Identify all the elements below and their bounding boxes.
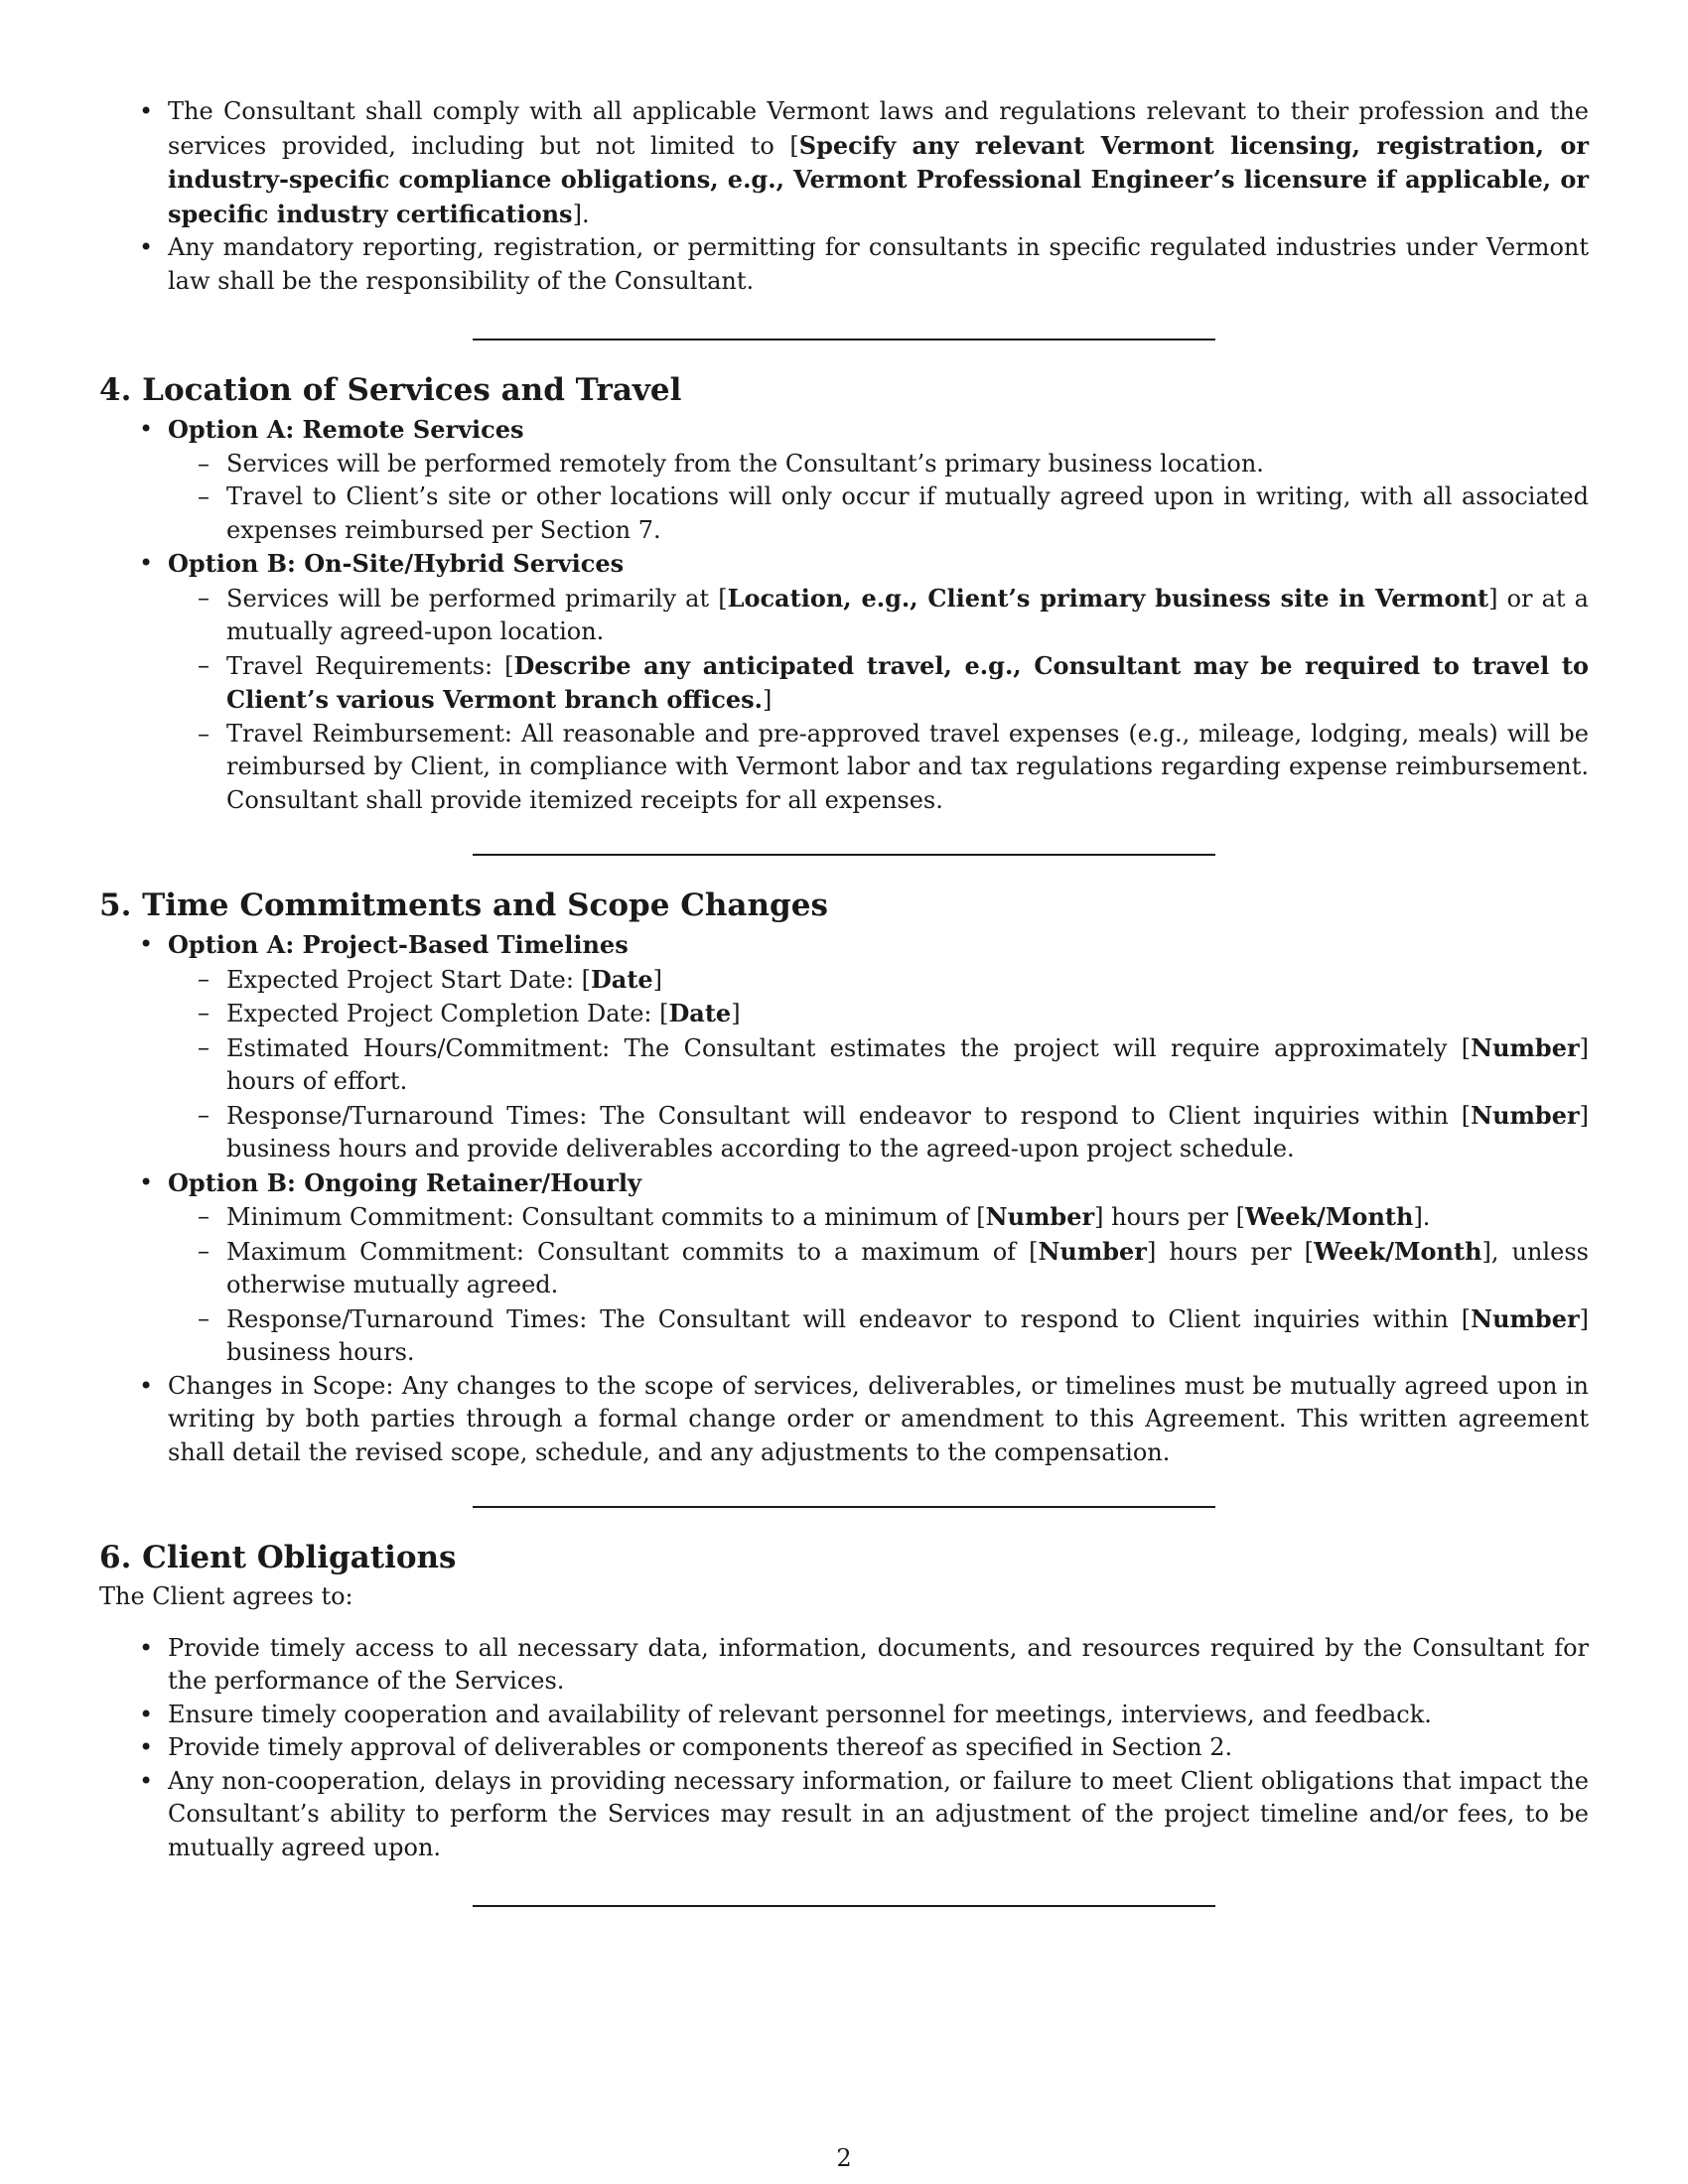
section-heading: 5. Time Commitments and Scope Changes: [99, 887, 828, 923]
page-number: 2: [836, 2144, 852, 2172]
section-heading: 4. Location of Services and Travel: [99, 372, 682, 408]
list-item: • Option A: Remote Services – Services will be performed remotely from the Consultant’s primary business location. – Travel to Client’s site or other locations will only occur if mutually agreed upon in writing, with all associated expenses reimbursed per Section 7.: [168, 413, 1589, 547]
section-divider: [473, 339, 1215, 341]
sub-list: [168, 448, 1589, 548]
document-page: [99, 95, 1589, 1907]
section6-list: [99, 1632, 1589, 1865]
list-item: – Travel to Client’s site or other locations will only occur if mutually agreed upon in writing, with all associated expenses reimbursed per Section 7.: [226, 480, 1589, 547]
list-item: – Services will be performed primarily at [Location, e.g., Client’s primary business site in Vermont] or at a mutually agreed-upon location.: [226, 582, 1589, 649]
section4-list: [99, 413, 1589, 817]
list-item: • Option A: Project-Based Timelines – Expected Project Start Date: [Date] – Expected Project Completion Date: [Date] – Estimated Hours/Commitment: The Consultant estimates the project will require approximately [Number] hours of effort. – Response/Turnaround Times: The Consultant will endeavor to respond to Client inquiries within [Number] business hours and provide deliverables according to the agreed-upon project schedule.: [168, 928, 1589, 1166]
list-item: • Option B: Ongoing Retainer/Hourly – Minimum Commitment: Consultant commits to a minimum of [Number] hours per [Week/Month]. – Maximum Commitment: Consultant commits to a maximum of [Number] hours per [Week/Month], unless otherwise mutually agreed. – Response/Turnaround Times: The Consultant will endeavor to respond to Client inquiries within [Number] business hours.: [168, 1166, 1589, 1370]
list-item: • Changes in Scope: Any changes to the scope of services, deliverables, or timelines must be mutually agreed upon in writing by both parties through a formal change order or amendment to this Agreement. This written agreement shall detail the revised scope, schedule, and any adjustments to the compensation.: [168, 1370, 1589, 1470]
sub-list: [168, 582, 1589, 818]
list-item: – Response/Turnaround Times: The Consultant will endeavor to respond to Client inquiries within [Number] business hours and provide deliverables according to the agreed-upon project schedule.: [226, 1099, 1589, 1166]
list-item: – Travel Reimbursement: All reasonable and pre-approved travel expenses (e.g., mileage, lodging, meals) will be reimbursed by Client, in compliance with Vermont labor and tax regulations regarding expense reimbursement. Consultant shall provide itemized receipts for all expenses.: [226, 718, 1589, 818]
sub-list: [168, 1200, 1589, 1370]
list-item: • Provide timely access to all necessary data, information, documents, and resources required by the Consultant for the performance of the Services.: [168, 1632, 1589, 1699]
section-divider: [473, 1506, 1215, 1508]
list-item: • Provide timely approval of deliverables or components thereof as specified in Section 2.: [168, 1731, 1589, 1765]
list-item: • Any non-cooperation, delays in providing necessary information, or failure to meet Client obligations that impact the Consultant’s ability to perform the Services may result in an adjustment of the project timeline and/or fees, to be mutually agreed upon.: [168, 1765, 1589, 1865]
section5-list: [99, 928, 1589, 1469]
sub-list: [168, 963, 1589, 1166]
list-item: • Any mandatory reporting, registration, or permitting for consultants in specific regulated industries under Vermont law shall be the responsibility of the Consultant.: [168, 231, 1589, 298]
list-item: • Option B: On-Site/Hybrid Services – Services will be performed primarily at [Location, e.g., Client’s primary business site in Vermont] or at a mutually agreed-upon location. – Travel Requirements: [Describe any anticipated travel, e.g., Consultant may be required to travel to Client’s various Vermont branch offices.] – Travel Reimbursement: All reasonable and pre-approved travel expenses (e.g., mileage, lodging, meals) will be reimbursed by Client, in compliance with Vermont labor and tax regulations regarding expense reimbursement. Consultant shall provide itemized receipts for all expenses.: [168, 547, 1589, 817]
list-item: – Expected Project Completion Date: [Date]: [226, 997, 1589, 1031]
list-item: – Minimum Commitment: Consultant commits to a minimum of [Number] hours per [Week/Month].: [226, 1200, 1589, 1235]
section-divider: [473, 854, 1215, 856]
list-item: – Response/Turnaround Times: The Consultant will endeavor to respond to Client inquiries within [Number] business hours.: [226, 1302, 1589, 1370]
list-item: • Ensure timely cooperation and availability of relevant personnel for meetings, interviews, and feedback.: [168, 1699, 1589, 1732]
section-intro: The Client agrees to:: [99, 1582, 353, 1610]
list-item: – Maximum Commitment: Consultant commits to a maximum of [Number] hours per [Week/Month], unless otherwise mutually agreed.: [226, 1235, 1589, 1302]
list-item: – Travel Requirements: [Describe any anticipated travel, e.g., Consultant may be required to travel to Client’s various Vermont branch offices.]: [226, 649, 1589, 718]
list-item: • The Consultant shall comply with all applicable Vermont laws and regulations relevant to their profession and the services provided, including but not limited to [Specify any relevant Vermont licensing, registration, or industry-specific compliance obligations, e.g., Vermont Professional Engineer’s licensure if applicable, or specific industry certifications].: [168, 95, 1589, 231]
list-item: – Expected Project Start Date: [Date]: [226, 963, 1589, 998]
section3-tail-list: [99, 95, 1589, 298]
list-item: – Estimated Hours/Commitment: The Consultant estimates the project will require approximately [Number] hours of effort.: [226, 1031, 1589, 1099]
section-heading: 6. Client Obligations: [99, 1540, 457, 1575]
section-divider: [473, 1905, 1215, 1907]
list-item: – Services will be performed remotely from the Consultant’s primary business location.: [226, 448, 1589, 481]
